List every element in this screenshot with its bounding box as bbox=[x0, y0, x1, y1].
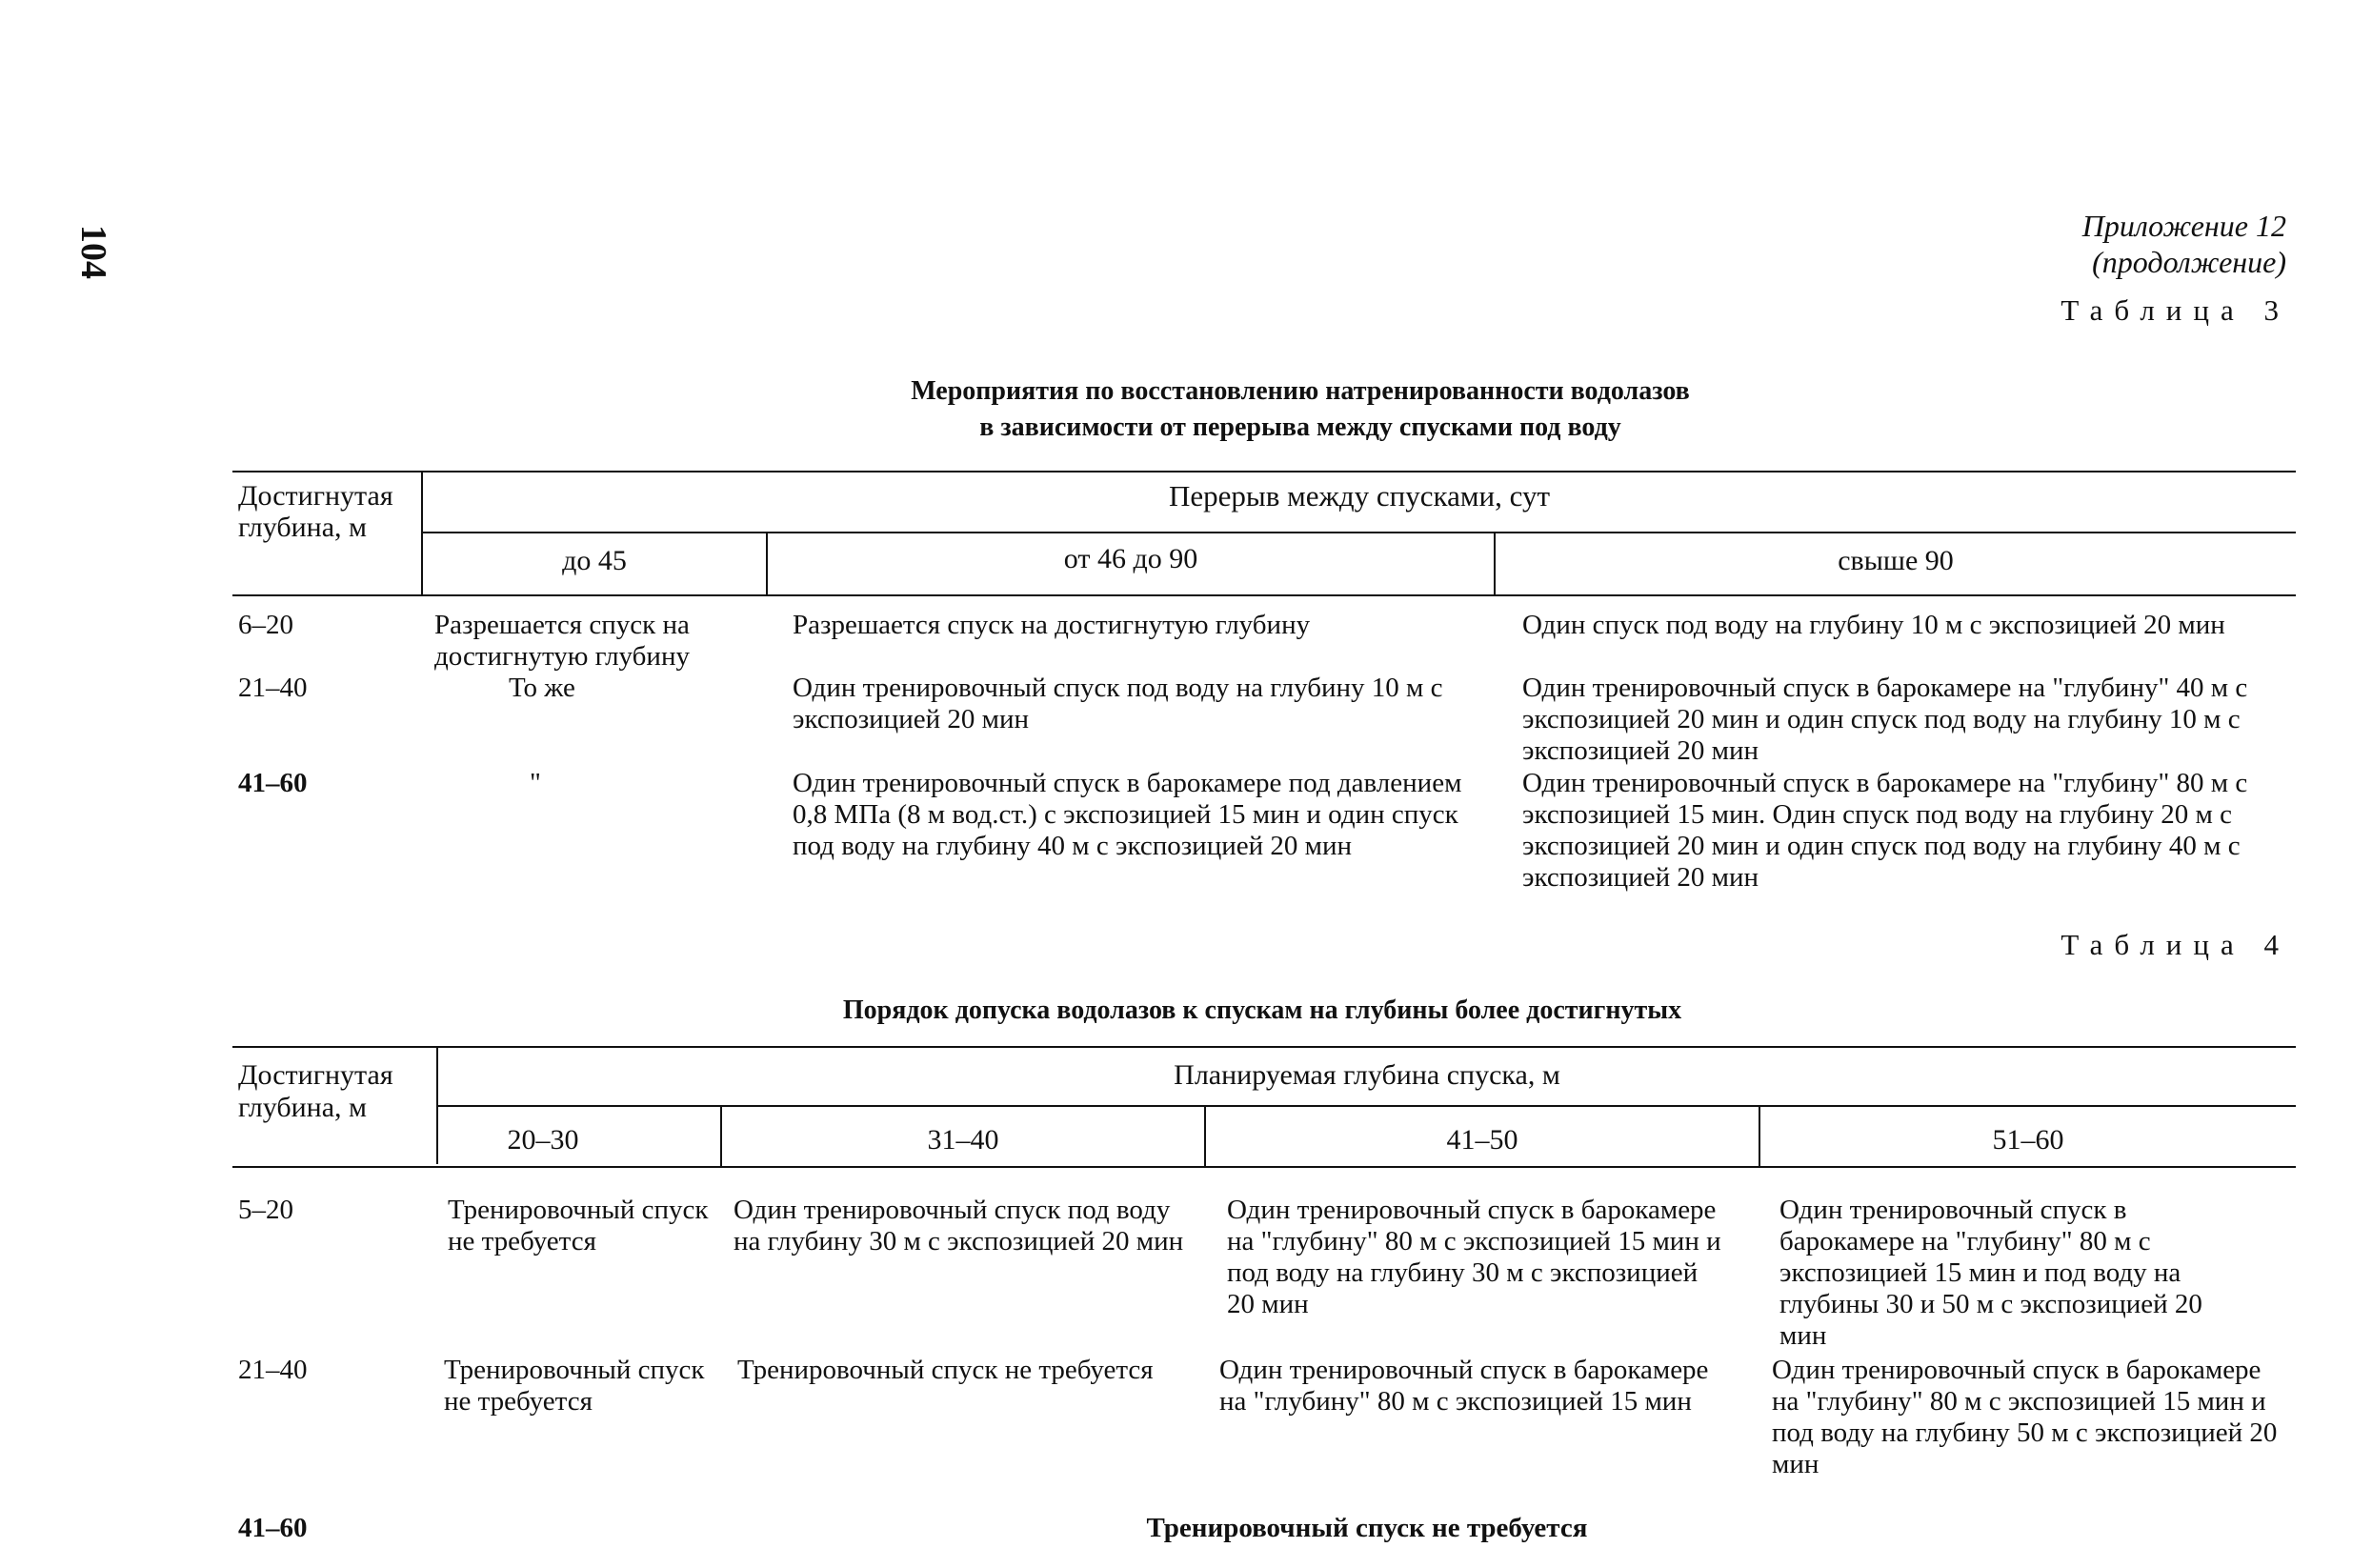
table3-row-depth: 41–60 bbox=[238, 768, 308, 798]
table4-row-depth: 5–20 bbox=[238, 1195, 293, 1225]
table3-cell: " bbox=[530, 768, 541, 798]
table3-header-col: от 46 до 90 bbox=[1063, 543, 1198, 574]
table3-title-line1: Мероприятия по восстановлению натренированности водолазов bbox=[911, 376, 1690, 406]
table4-row-depth: 41–60 bbox=[238, 1513, 308, 1543]
table4-header-bottom-rule bbox=[232, 1166, 2296, 1168]
table4-title: Порядок допуска водолазов к спускам на глубины более достигнутых bbox=[842, 995, 1682, 1025]
table3-cell: Один тренировочный спуск в барокамере под давлением 0,8 МПа (8 м вод.ст.) с экспозицией 15 мин и один спуск под воду на глубину 40 м с экспозицией 20 мин bbox=[793, 768, 1462, 861]
appendix-heading bbox=[2082, 208, 2286, 280]
table4-header-depth: Достигнутая глубина, м bbox=[238, 1059, 393, 1123]
table3-header-col: свыше 90 bbox=[1838, 545, 1954, 576]
table4-cell: Тренировочный спуск не требуется bbox=[737, 1355, 1154, 1385]
table4-header-col: 51–60 bbox=[1992, 1124, 2064, 1156]
table4-merged-cell: Тренировочный спуск не требуется bbox=[1146, 1513, 1588, 1543]
table4-header-col: 31–40 bbox=[927, 1124, 999, 1156]
appendix-title: Приложение 12 bbox=[2081, 209, 2286, 243]
table3-cell: Один спуск под воду на глубину 10 м с экспозицией 20 мин bbox=[1522, 610, 2225, 640]
table3-header-col: до 45 bbox=[562, 545, 627, 576]
table3-cell: То же bbox=[509, 673, 575, 703]
table4-cell: Один тренировочный спуск в барокамере на "глубину" 80 м с экспозицией 15 мин bbox=[1219, 1355, 1709, 1417]
table3-header-bottom-rule bbox=[232, 594, 2296, 596]
table4-cell: Один тренировочный спуск в барокамере на "глубину" 80 м с экспозицией 15 мин и под воду на глубины 30 и 50 м с экспозицией 20 мин bbox=[1779, 1195, 2202, 1351]
table4-header-col: 20–30 bbox=[507, 1124, 579, 1156]
table4-header-col: 41–50 bbox=[1446, 1124, 1518, 1156]
table3-row-depth: 6–20 bbox=[238, 610, 293, 640]
table4-top-rule bbox=[232, 1046, 2296, 1048]
table4-cell: Тренировочный спуск не требуется bbox=[448, 1195, 709, 1256]
table3-row-depth: 21–40 bbox=[238, 673, 308, 703]
table3-cell: Разрешается спуск на достигнутую глубину bbox=[793, 610, 1311, 640]
table4-subheader-rule bbox=[436, 1105, 2296, 1107]
table3-cell: Один тренировочный спуск под воду на глубину 10 м с экспозицией 20 мин bbox=[793, 673, 1443, 734]
table4-row-depth: 21–40 bbox=[238, 1355, 308, 1385]
table3-header-group: Перерыв между спусками, сут bbox=[1168, 479, 1550, 513]
table3-top-rule bbox=[232, 471, 2296, 472]
table4-header-group: Планируемая глубина спуска, м bbox=[1174, 1059, 1560, 1091]
table3-cell: Разрешается спуск на достигнутую глубину bbox=[434, 610, 690, 672]
page-number: 104 bbox=[73, 225, 113, 279]
table3-label: Таблица 3 bbox=[2060, 293, 2290, 327]
table3-title-line2: в зависимости от перерыва между спусками под воду bbox=[979, 412, 1621, 442]
table4-cell: Тренировочный спуск не требуется bbox=[444, 1355, 705, 1417]
table4-cell: Один тренировочный спуск в барокамере на "глубину" 80 м с экспозицией 15 мин и под воду на глубину 50 м с экспозицией 20 мин bbox=[1772, 1355, 2278, 1479]
table4-label: Таблица 4 bbox=[2060, 928, 2290, 961]
table3-subheader-rule bbox=[421, 532, 2296, 533]
table3-cell: Один тренировочный спуск в барокамере на "глубину" 40 м с экспозицией 20 мин и один спуск под воду на глубину 10 м с экспозицией 20 мин bbox=[1522, 673, 2248, 766]
table4-cell: Один тренировочный спуск под воду на глубину 30 м с экспозицией 20 мин bbox=[734, 1195, 1184, 1256]
table3-title bbox=[0, 373, 2372, 446]
table3-header-depth: Достигнутая глубина, м bbox=[238, 480, 393, 543]
appendix-subtitle: (продолжение) bbox=[2092, 245, 2286, 279]
table3-cell: Один тренировочный спуск в барокамере на "глубину" 80 м с экспозицией 15 мин. Один спуск под воду на глубину 20 м с экспозицией 20 мин и один спуск под воду на глубину 40 м с экспозицией 20 мин bbox=[1522, 768, 2248, 893]
table4-cell: Один тренировочный спуск в барокамере на "глубину" 80 м с экспозицией 15 мин и под воду на глубину 30 м с экспозицией 20 мин bbox=[1227, 1195, 1721, 1319]
